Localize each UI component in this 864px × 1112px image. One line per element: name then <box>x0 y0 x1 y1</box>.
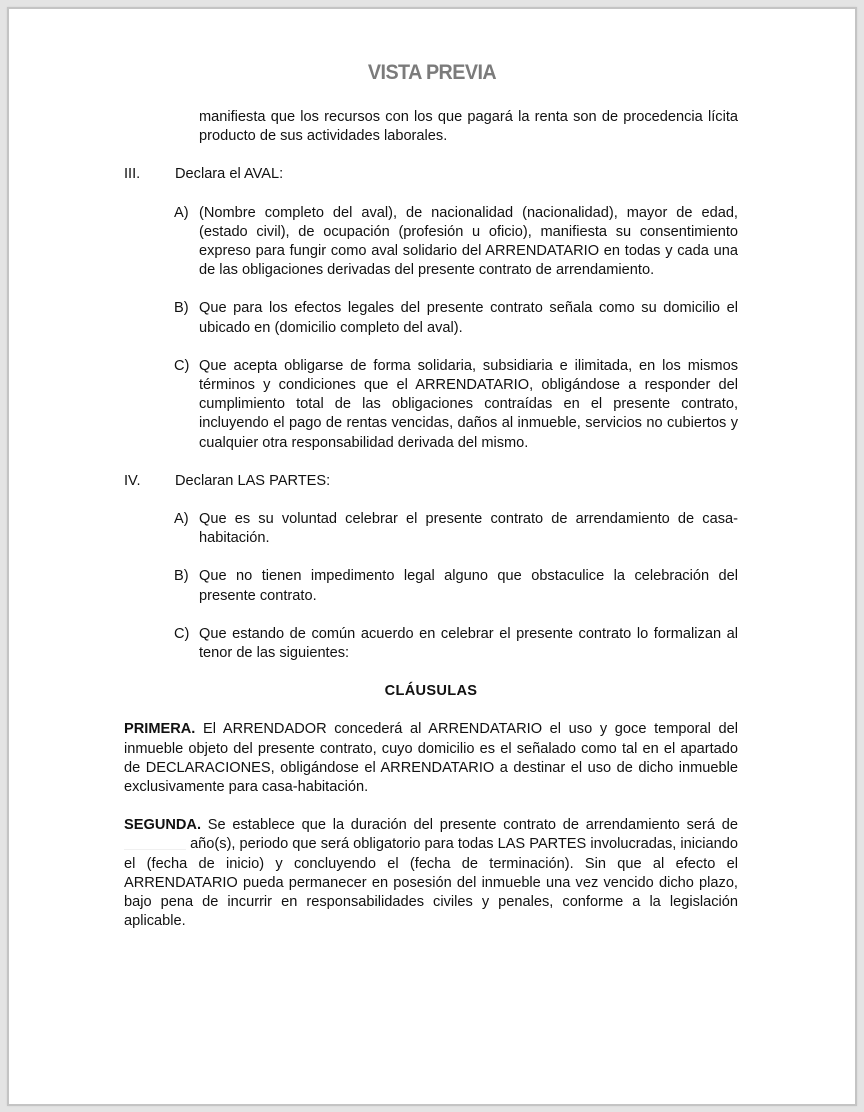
item-label: B) <box>174 568 189 585</box>
item-text: Que para los efectos legales del presente contrato señala como su domicilio el ubicado en (domicilio completo del aval). <box>199 300 738 336</box>
clause-text-after: año(s), periodo que será obligatorio para todas LAS PARTES involucradas, iniciando el (fecha de inicio) y concluyendo el (fecha de terminación). Sin que al efecto el ARRENDATARIO pueda permanecer en posesión del inmueble una vez vencido dicho plazo, bajo pena de incurrir en responsabilidades civiles y penales, conforme a la legislación aplicable. <box>124 836 738 930</box>
list-item <box>174 567 738 605</box>
item-label: C) <box>174 357 190 374</box>
clause-segunda <box>124 816 738 931</box>
clauses-heading: CLÁUSULAS <box>384 683 478 700</box>
item-text: (Nombre completo del aval), de nacionalidad (nacionalidad), mayor de edad, (estado civil), de ocupación (profesión u oficio), manifiesta su consentimiento expreso para fungir como aval solidario del ARRENDATARIO en todas y cada una de las obligaciones derivadas del presente contrato de arrendamiento. <box>199 204 738 279</box>
list-item <box>174 357 738 453</box>
document-body <box>124 108 738 946</box>
item-label: A) <box>174 204 189 221</box>
list-item <box>174 299 738 337</box>
clause-text: El ARRENDADOR concederá al ARRENDATARIO el uso y goce temporal del inmueble objeto del presente contrato, cuyo domicilio es el señalado como tal en el apartado de DECLARACIONES, obligándose el ARRENDATARIO a destinar el uso de dicho inmueble exclusivamente para casa-habitación. <box>124 721 738 796</box>
list-item <box>174 510 738 548</box>
declaration-section-aval <box>124 165 738 452</box>
section-title: Declara el AVAL: <box>175 166 284 183</box>
section-heading <box>124 165 738 184</box>
preview-watermark: VISTA PREVIA <box>367 61 497 84</box>
section-numeral: III. <box>124 166 141 183</box>
item-text: Que estando de común acuerdo en celebrar el presente contrato lo formalizan al tenor de las siguientes: <box>199 625 738 662</box>
list-item <box>174 625 738 663</box>
item-text: Que no tienen impedimento legal alguno que obstaculice la celebración del presente contrato. <box>199 568 738 604</box>
intro-continuation: manifiesta que los recursos con los que pagará la renta son de procedencia lícita producto de sus actividades laborales. <box>199 109 738 145</box>
clause-text-before: Se establece que la duración del presente contrato de arrendamiento será de <box>207 817 738 834</box>
item-text: Que acepta obligarse de forma solidaria, subsidiaria e ilimitada, en los mismos términos y condiciones que el ARRENDATARIO, obligándose a responder del cumplimiento total de las obligaciones contraídas en el presente contrato, incluyendo el pago de rentas vencidas, daños al inmueble, servicios no cubiertos y cualquier otra responsabilidad derivada del mismo. <box>199 357 738 451</box>
section-heading <box>124 472 738 491</box>
section-title: Declaran LAS PARTES: <box>175 472 331 489</box>
declaration-section-partes <box>124 472 738 663</box>
document-page <box>7 7 857 1106</box>
item-label: B) <box>174 300 189 317</box>
clause-title: SEGUNDA. <box>124 817 202 834</box>
list-item <box>174 204 738 281</box>
clause-primera <box>124 720 738 797</box>
duration-years-field[interactable] <box>124 835 186 850</box>
clause-title: PRIMERA. <box>124 721 196 738</box>
item-text: Que es su voluntad celebrar el presente contrato de arrendamiento de casa-habitación. <box>199 511 738 547</box>
item-label: C) <box>174 625 190 642</box>
section-numeral: IV. <box>124 472 141 489</box>
item-label: A) <box>174 511 189 528</box>
